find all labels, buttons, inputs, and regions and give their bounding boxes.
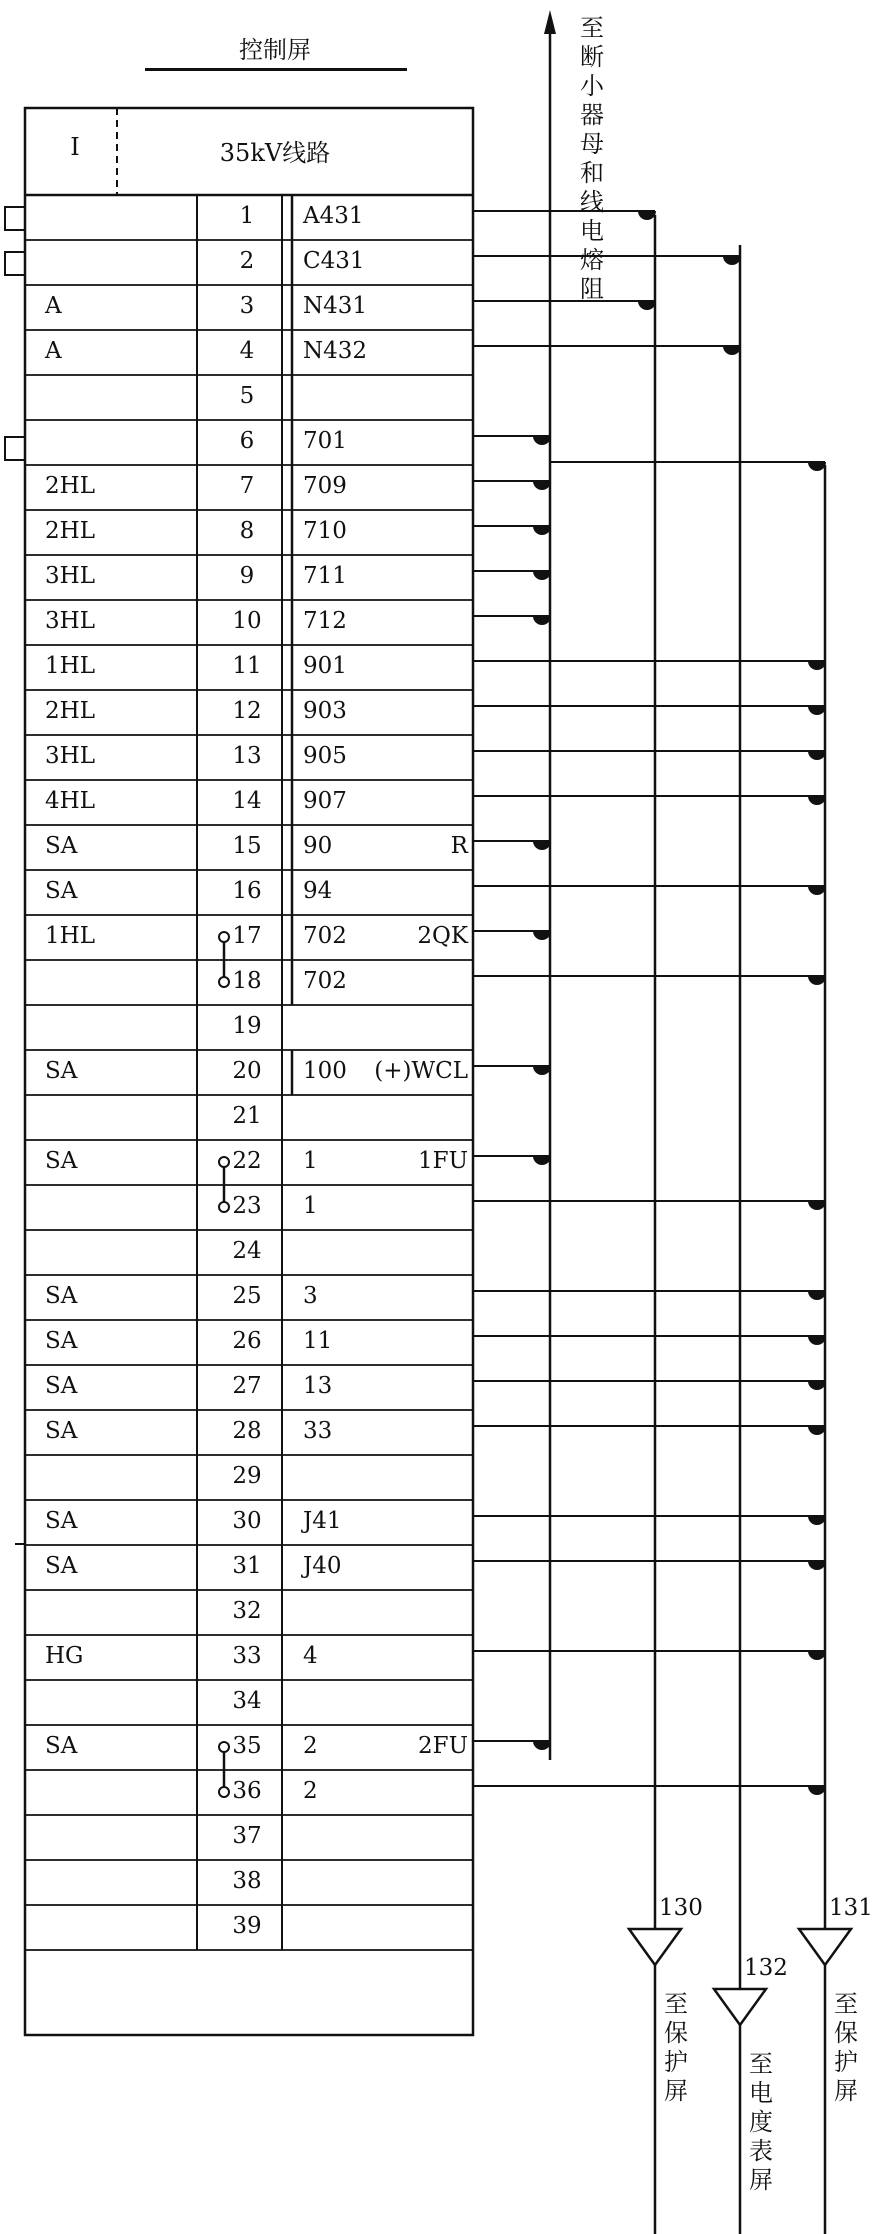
terminal-number: 17	[232, 923, 262, 949]
row-left-label: 2HL	[45, 698, 95, 724]
row-left-label: 2HL	[45, 518, 95, 544]
terminal-number: 21	[232, 1103, 262, 1129]
row-right-label: 1FU	[418, 1148, 468, 1174]
wire-junction-dot	[808, 1786, 826, 1795]
terminal-number: 1	[239, 203, 255, 229]
wire-junction-dot	[808, 706, 826, 715]
wire-number: 3	[303, 1283, 318, 1309]
terminal-number: 36	[232, 1778, 262, 1804]
terminal-number: 32	[232, 1598, 262, 1624]
terminal-number: 13	[232, 743, 262, 769]
wire-number: 709	[303, 473, 347, 499]
wire-junction-dot	[808, 796, 826, 805]
wire-number: 903	[303, 698, 347, 724]
terminal-number: 31	[232, 1553, 262, 1579]
terminal-number: 34	[232, 1688, 262, 1714]
wire-number: J40	[303, 1553, 342, 1579]
wire-number: 710	[303, 518, 347, 544]
wire-junction-dot	[808, 1291, 826, 1300]
row-right-label: R	[450, 833, 468, 859]
row-left-label: 3HL	[45, 563, 95, 589]
wire-junction-dot	[723, 346, 741, 355]
cable-number: 130	[659, 1895, 703, 1921]
terminal-number: 27	[232, 1373, 262, 1399]
cable-number: 132	[744, 1955, 788, 1981]
wire-junction-dot	[808, 1381, 826, 1390]
wire-junction-dot	[533, 1156, 551, 1165]
row-right-label: 2FU	[418, 1733, 468, 1759]
row-left-label: A	[45, 338, 62, 364]
wire-junction-dot	[533, 1741, 551, 1750]
terminal-number: 26	[232, 1328, 262, 1354]
wire-junction-dot	[808, 1561, 826, 1570]
row-left-label: 1HL	[45, 653, 95, 679]
terminal-number: 33	[232, 1643, 262, 1669]
terminal-number: 4	[239, 338, 255, 364]
terminal-number: 19	[232, 1013, 262, 1039]
wire-number: C431	[303, 248, 365, 274]
wire-number: A431	[303, 203, 364, 229]
terminal-number: 5	[239, 383, 255, 409]
wire-junction-dot	[533, 436, 551, 445]
cable-number: 131	[829, 1895, 873, 1921]
terminal-number: 8	[239, 518, 255, 544]
terminal-number: 14	[232, 788, 262, 814]
terminal-number: 30	[232, 1508, 262, 1534]
terminal-number: 15	[232, 833, 262, 859]
terminal-number: 18	[232, 968, 262, 994]
wire-junction-dot	[533, 616, 551, 625]
row-left-label: 4HL	[45, 788, 95, 814]
wire-number: N431	[303, 293, 368, 319]
terminal-number: 22	[232, 1148, 262, 1174]
row-left-label: SA	[45, 833, 78, 859]
row-left-label: SA	[45, 1328, 78, 1354]
terminal-number: 9	[239, 563, 255, 589]
wire-junction-dot	[808, 1201, 826, 1210]
terminal-number: 38	[232, 1868, 262, 1894]
terminal-number: 6	[239, 428, 255, 454]
wire-number: 905	[303, 743, 347, 769]
row-left-label: SA	[45, 1553, 78, 1579]
wire-number: 711	[303, 563, 347, 589]
row-left-label: SA	[45, 1058, 78, 1084]
terminal-number: 16	[232, 878, 262, 904]
wire-number: 712	[303, 608, 347, 634]
wire-number: 13	[303, 1373, 333, 1399]
row-left-label: HG	[45, 1643, 84, 1669]
terminal-number: 39	[232, 1913, 262, 1939]
wire-number: 702	[303, 968, 347, 994]
terminal-number: 3	[239, 293, 255, 319]
terminal-number: 2	[239, 248, 255, 274]
panel-title: 控制屏	[239, 36, 311, 64]
destination-label: 至电度表屏	[749, 2050, 773, 2194]
wire-junction-dot	[533, 526, 551, 535]
wire-junction-dot	[533, 571, 551, 580]
wire-junction-dot	[808, 661, 826, 670]
wire-number: 11	[303, 1328, 333, 1354]
destination-label: 至保护屏	[834, 1990, 858, 2105]
wire-number: 702	[303, 923, 347, 949]
wire-junction-dot	[808, 1516, 826, 1525]
wire-number: 100	[303, 1058, 347, 1084]
panel-tab-mark	[5, 252, 25, 275]
wire-junction-dot	[533, 1066, 551, 1075]
row-left-label: SA	[45, 1373, 78, 1399]
bus-arrow-up	[544, 10, 556, 34]
wire-number: 901	[303, 653, 347, 679]
wire-number: 1	[303, 1193, 318, 1219]
wire-junction-dot	[533, 481, 551, 490]
cable-end-triangle	[714, 1989, 766, 2025]
row-right-label: 2QK	[417, 923, 468, 949]
terminal-number: 28	[232, 1418, 262, 1444]
wire-junction-dot	[533, 841, 551, 850]
row-left-label: SA	[45, 1283, 78, 1309]
row-left-label: SA	[45, 1418, 78, 1444]
terminal-number: 7	[239, 473, 255, 499]
panel-tab-mark	[5, 207, 25, 230]
wire-junction-dot	[533, 931, 551, 940]
header-roman-numeral: I	[70, 133, 80, 161]
wire-number: 33	[303, 1418, 333, 1444]
row-left-label: 3HL	[45, 743, 95, 769]
wire-junction-dot	[808, 462, 826, 471]
wire-junction-dot	[723, 256, 741, 265]
wire-junction-dot	[808, 886, 826, 895]
cable-end-triangle	[799, 1929, 851, 1965]
wire-junction-dot	[808, 976, 826, 985]
wire-number: 4	[303, 1643, 318, 1669]
wire-number: 701	[303, 428, 347, 454]
terminal-number: 20	[232, 1058, 262, 1084]
wire-junction-dot	[808, 1426, 826, 1435]
wire-number: 2	[303, 1733, 318, 1759]
destination-label: 至保护屏	[664, 1990, 688, 2105]
terminal-number: 12	[232, 698, 262, 724]
row-left-label: 1HL	[45, 923, 95, 949]
wire-number: 1	[303, 1148, 318, 1174]
cable-end-triangle	[629, 1929, 681, 1965]
wire-number: 2	[303, 1778, 318, 1804]
wire-junction-dot	[808, 1651, 826, 1660]
wire-number: 907	[303, 788, 347, 814]
terminal-number: 35	[232, 1733, 262, 1759]
row-left-label: A	[45, 293, 62, 319]
terminal-number: 10	[232, 608, 262, 634]
terminal-number: 29	[232, 1463, 262, 1489]
terminal-number: 11	[232, 653, 262, 679]
terminal-number: 25	[232, 1283, 262, 1309]
row-right-label: (+)WCL	[374, 1058, 468, 1084]
row-left-label: 2HL	[45, 473, 95, 499]
wire-junction-dot	[808, 1336, 826, 1345]
row-left-label: 3HL	[45, 608, 95, 634]
row-left-label: SA	[45, 1508, 78, 1534]
wire-number: 94	[303, 878, 333, 904]
wire-number: J41	[303, 1508, 342, 1534]
bus-top-label: 至断小器母和线电熔阻	[580, 14, 604, 303]
row-left-label: SA	[45, 1733, 78, 1759]
terminal-number: 24	[232, 1238, 262, 1264]
terminal-number: 23	[232, 1193, 262, 1219]
wire-number: N432	[303, 338, 368, 364]
row-left-label: SA	[45, 1148, 78, 1174]
panel-tab-mark	[5, 437, 25, 460]
row-left-label: SA	[45, 878, 78, 904]
header-title: 35kV线路	[219, 139, 331, 167]
wire-number: 90	[303, 833, 333, 859]
wire-junction-dot	[808, 751, 826, 760]
terminal-number: 37	[232, 1823, 262, 1849]
